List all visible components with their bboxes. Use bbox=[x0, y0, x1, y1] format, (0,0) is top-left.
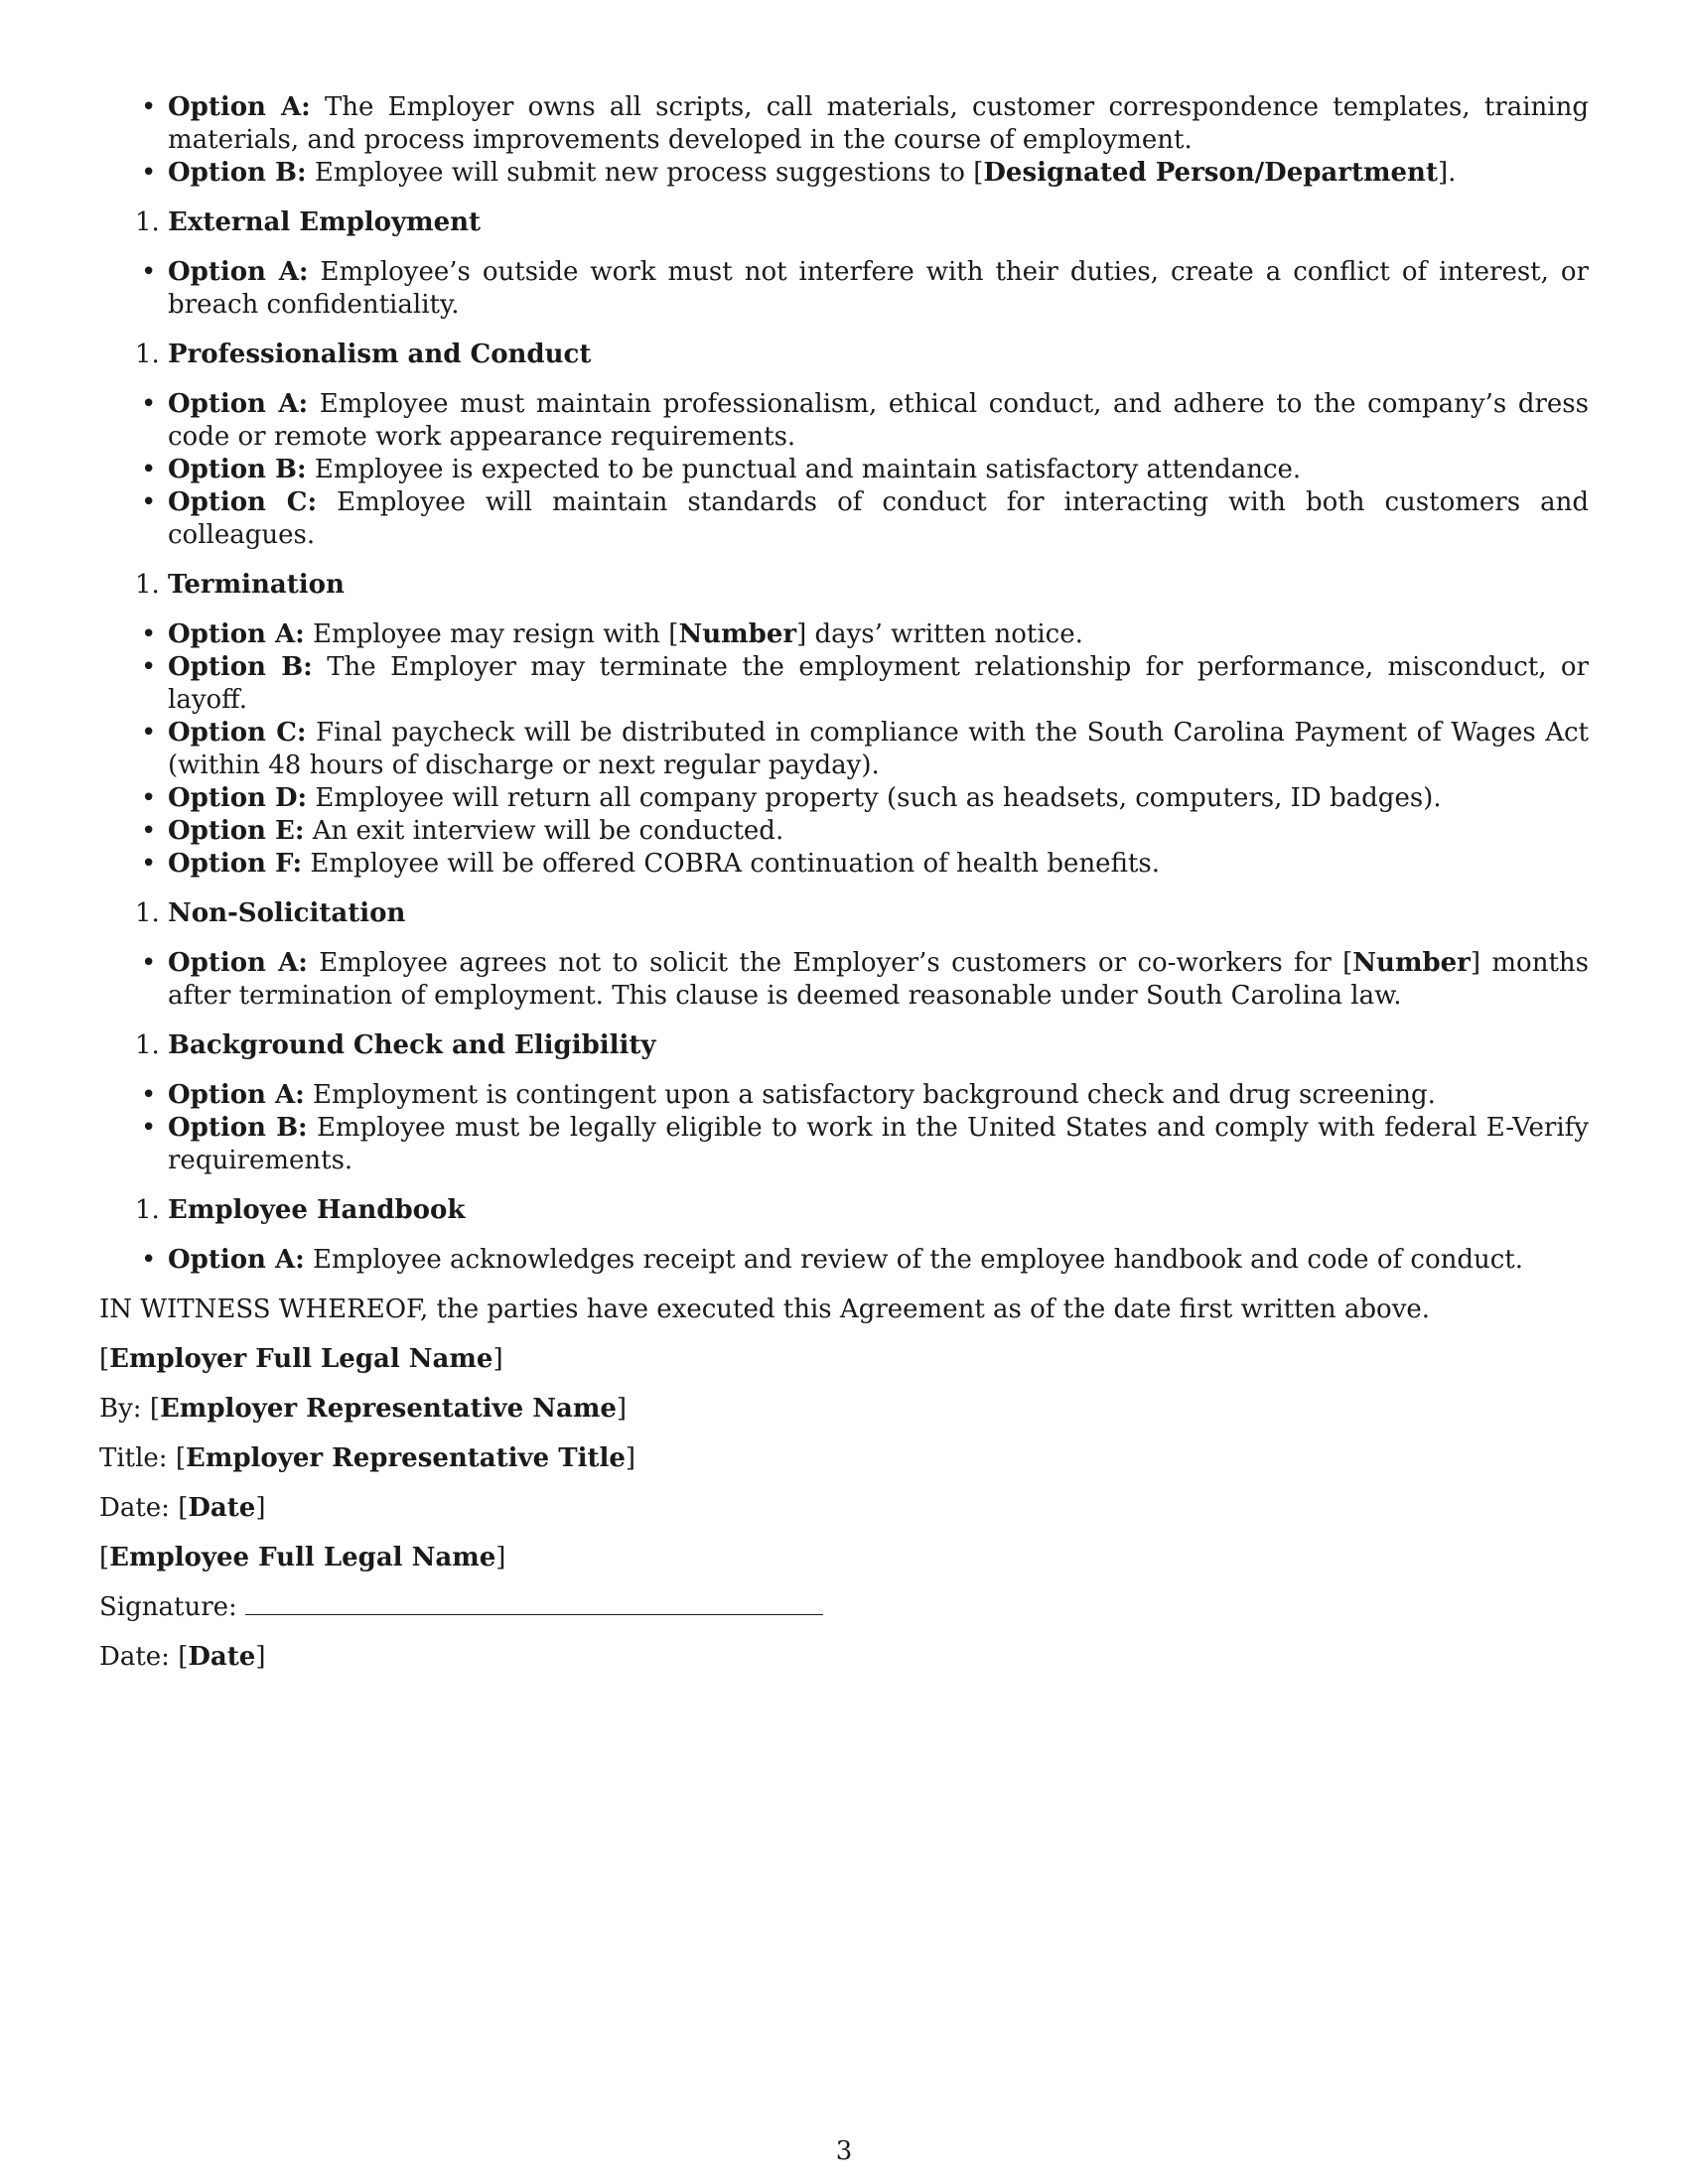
option-item bbox=[99, 388, 1589, 454]
section-heading bbox=[99, 569, 1589, 602]
section-title: Background Check and Eligibility bbox=[168, 1030, 656, 1060]
option-label: Option A: bbox=[168, 257, 309, 287]
witness-clause: IN WITNESS WHEREOF, the parties have executed this Agreement as of the date first written above. bbox=[99, 1295, 1431, 1324]
option-label: Option C: bbox=[168, 487, 318, 517]
employer-title-line: Title: [Employer Representative Title] bbox=[99, 1443, 636, 1473]
section-number: 1. bbox=[135, 207, 160, 237]
option-item bbox=[99, 256, 1589, 322]
employer-name-line: [Employer Full Legal Name] bbox=[99, 1344, 503, 1374]
option-item bbox=[99, 618, 1589, 651]
option-label: Option A: bbox=[168, 1245, 305, 1275]
option-text: Employee must maintain professionalism, ethical conduct, and adhere to the company’s dress code or remote work appearance requirements. bbox=[168, 389, 1589, 452]
title-label: Title: bbox=[99, 1443, 176, 1473]
option-label: Option A: bbox=[168, 92, 311, 122]
option-label: Option F: bbox=[168, 849, 303, 879]
option-label: Option A: bbox=[168, 1080, 305, 1110]
option-list bbox=[99, 947, 1589, 1013]
option-text: Employee will return all company property (such as headsets, computers, ID badges). bbox=[307, 783, 1442, 813]
option-label: Option D: bbox=[168, 783, 308, 813]
option-label: Option B: bbox=[168, 158, 307, 188]
section-title: Non-Solicitation bbox=[168, 898, 406, 928]
option-text: Employee may resign with [ bbox=[304, 619, 679, 649]
placeholder-field: Designated Person/Department bbox=[983, 158, 1438, 188]
employer-date-line: Date: [Date] bbox=[99, 1493, 266, 1523]
employee-date-line: Date: [Date] bbox=[99, 1642, 266, 1672]
section-heading bbox=[99, 1194, 1589, 1227]
option-text: Employee is expected to be punctual and maintain satisfactory attendance. bbox=[306, 455, 1302, 484]
section-title: Employee Handbook bbox=[168, 1195, 466, 1225]
option-text: The Employer may terminate the employment relationship for performance, misconduct, or layoff. bbox=[168, 652, 1589, 715]
option-item bbox=[99, 782, 1589, 815]
option-item bbox=[99, 157, 1589, 190]
option-label: Option B: bbox=[168, 455, 307, 484]
employee-name-line: [Employee Full Legal Name] bbox=[99, 1543, 506, 1572]
employee-signature-line bbox=[99, 1591, 1589, 1624]
section-number: 1. bbox=[135, 1030, 160, 1060]
employer-representative-title: Employer Representative Title bbox=[186, 1443, 626, 1473]
document-page bbox=[99, 91, 1589, 1674]
option-item bbox=[99, 717, 1589, 782]
option-list bbox=[99, 91, 1589, 190]
option-text: Employee will maintain standards of conduct for interacting with both customers and colleagues. bbox=[168, 487, 1589, 550]
option-item bbox=[99, 91, 1589, 157]
section-heading bbox=[99, 339, 1589, 371]
section-number: 1. bbox=[135, 570, 160, 600]
section-number: 1. bbox=[135, 898, 160, 928]
option-text: Employee acknowledges receipt and review of the employee handbook and code of conduct. bbox=[304, 1245, 1524, 1275]
option-label: Option A: bbox=[168, 389, 309, 419]
option-item bbox=[99, 848, 1589, 881]
option-text: Employee will be offered COBRA continuation of health benefits. bbox=[302, 849, 1160, 879]
employee-date-value: Date bbox=[188, 1642, 256, 1672]
page-number: 3 bbox=[835, 2136, 853, 2166]
option-item bbox=[99, 1079, 1589, 1112]
option-item bbox=[99, 1112, 1589, 1177]
option-item bbox=[99, 947, 1589, 1013]
section-heading bbox=[99, 1029, 1589, 1062]
option-text: Employment is contingent upon a satisfactory background check and drug screening. bbox=[304, 1080, 1436, 1110]
option-item bbox=[99, 815, 1589, 848]
option-label: Option A: bbox=[168, 619, 305, 649]
option-text: ] days’ written notice. bbox=[796, 619, 1083, 649]
employer-name: Employer Full Legal Name bbox=[109, 1344, 493, 1374]
placeholder-field: Number bbox=[1352, 948, 1471, 978]
section-heading bbox=[99, 206, 1589, 239]
signature-blank[interactable] bbox=[245, 1592, 823, 1615]
option-label: Option B: bbox=[168, 652, 313, 682]
section-heading bbox=[99, 897, 1589, 930]
employer-by-line: By: [Employer Representative Name] bbox=[99, 1394, 628, 1424]
date-label: Date: bbox=[99, 1493, 179, 1523]
option-list bbox=[99, 618, 1589, 881]
by-label: By: bbox=[99, 1394, 150, 1424]
option-item bbox=[99, 1244, 1589, 1277]
option-label: Option B: bbox=[168, 1113, 308, 1143]
option-item bbox=[99, 486, 1589, 552]
option-text: ]. bbox=[1437, 158, 1457, 188]
section-number: 1. bbox=[135, 1195, 160, 1225]
option-text: Employee’s outside work must not interfere with their duties, create a conflict of interest, or breach confidentiality. bbox=[168, 257, 1589, 320]
section-number: 1. bbox=[135, 340, 160, 369]
placeholder-field: Number bbox=[678, 619, 797, 649]
option-text: ] months after termination of employment. This clause is deemed reasonable under South Carolina law. bbox=[168, 948, 1589, 1011]
option-text: Employee agrees not to solicit the Employer’s customers or co-workers for [ bbox=[307, 948, 1353, 978]
employer-representative-name: Employer Representative Name bbox=[159, 1394, 617, 1424]
option-label: Option A: bbox=[168, 948, 308, 978]
option-item bbox=[99, 454, 1589, 486]
option-text: Final paycheck will be distributed in compliance with the South Carolina Payment of Wages Act (within 48 hours of discharge or next regular payday). bbox=[168, 718, 1589, 780]
option-text: Employee will submit new process suggestions to [ bbox=[306, 158, 984, 188]
option-text: The Employer owns all scripts, call materials, customer correspondence templates, training materials, and process improvements developed in the course of employment. bbox=[168, 92, 1589, 155]
employee-name: Employee Full Legal Name bbox=[109, 1543, 496, 1572]
date-label: Date: bbox=[99, 1642, 179, 1672]
option-list bbox=[99, 256, 1589, 322]
option-label: Option C: bbox=[168, 718, 307, 748]
signature-label: Signature: bbox=[99, 1592, 246, 1622]
section-title: External Employment bbox=[168, 207, 482, 237]
option-label: Option E: bbox=[168, 816, 305, 846]
option-list bbox=[99, 388, 1589, 552]
employer-date-value: Date bbox=[188, 1493, 256, 1523]
option-list bbox=[99, 1079, 1589, 1177]
option-list bbox=[99, 1244, 1589, 1277]
option-text: An exit interview will be conducted. bbox=[304, 816, 784, 846]
section-title: Professionalism and Conduct bbox=[168, 340, 592, 369]
option-text: Employee must be legally eligible to work in the United States and comply with federal E-Verify requirements. bbox=[168, 1113, 1589, 1175]
option-item bbox=[99, 651, 1589, 717]
section-title: Termination bbox=[168, 570, 345, 600]
